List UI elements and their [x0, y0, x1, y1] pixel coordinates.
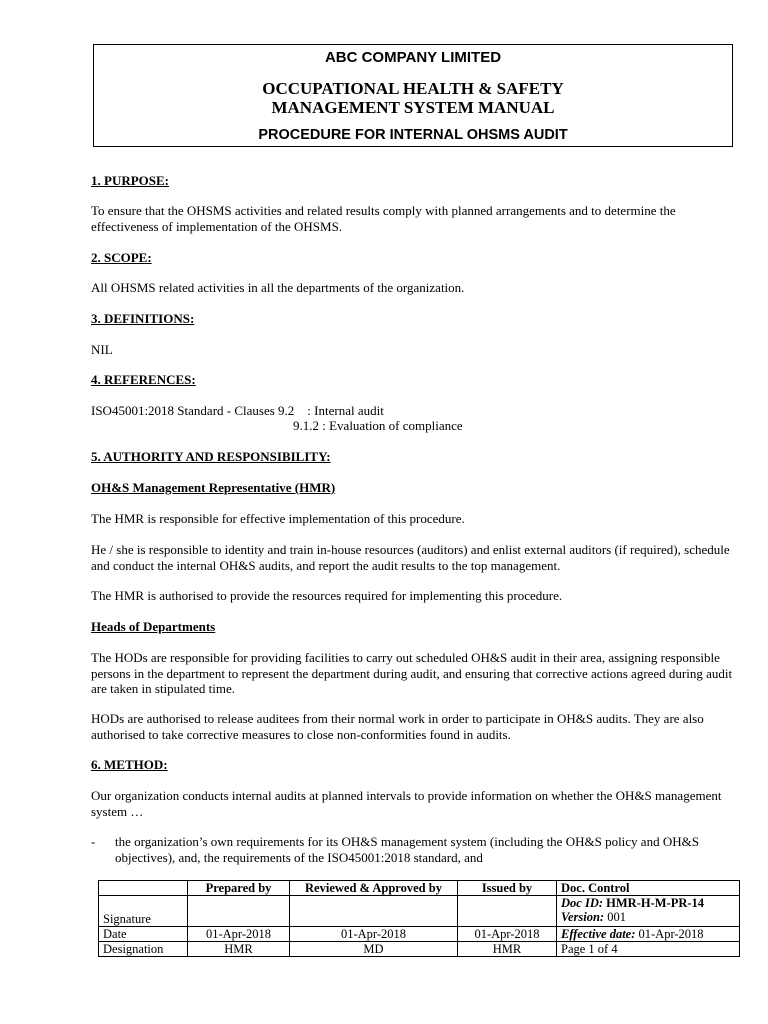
document-control-table — [98, 880, 740, 957]
doc-id-value: HMR-H-M-PR-14 — [606, 896, 705, 910]
doc-id-line — [561, 896, 735, 910]
references-line-1: ISO45001:2018 Standard - Clauses 9.2 : Internal audit — [91, 403, 384, 418]
signature-issued — [458, 896, 557, 927]
header-doc-control: Doc. Control — [557, 881, 740, 896]
hod-subheading: Heads of Departments — [91, 619, 216, 634]
hod-paragraph-1: The HODs are responsible for providing facilities to carry out scheduled OH&S audit in their area, assigning responsible persons in the department to represent the department during audit, and ensuring that corrective actions agreed during audit are taken in stipulated time. — [91, 650, 733, 696]
hmr-paragraph-3: The HMR is authorised to provide the resources required for implementing this procedure. — [91, 588, 563, 603]
hmr-paragraph-2: He / she is responsible to identity and train in-house resources (auditors) and enlist external auditors (if required), schedule and conduct the internal OH&S audits, and report the audit results to the top management. — [91, 542, 730, 573]
bullet-dash: - — [91, 834, 96, 849]
date-issued: 01-Apr-2018 — [458, 927, 557, 942]
table-row-designation — [99, 942, 740, 957]
row-label-signature: Signature — [99, 896, 188, 927]
table-cell-empty — [99, 881, 188, 896]
company-name: ABC COMPANY LIMITED — [324, 49, 502, 66]
method-heading: 6. METHOD: — [91, 757, 168, 772]
hmr-paragraph-1: The HMR is responsible for effective implementation of this procedure. — [91, 511, 465, 526]
hmr-subheading: OH&S Management Representative (HMR) — [91, 480, 336, 495]
effective-date-value: 01-Apr-2018 — [638, 927, 704, 941]
method-bullet-1: the organization’s own requirements for its OH&S management system (including the OH&S policy and OH&S objectives), and, the requirements of the ISO45001:2018 standard, and — [115, 834, 699, 865]
references-heading: 4. REFERENCES: — [91, 372, 196, 387]
header-reviewed-approved-by: Reviewed & Approved by — [290, 881, 458, 896]
version-label: Version: — [561, 910, 605, 924]
row-label-designation: Designation — [99, 942, 188, 957]
procedure-title: PROCEDURE FOR INTERNAL OHSMS AUDIT — [258, 127, 568, 143]
purpose-text: To ensure that the OHSMS activities and related results comply with planned arrangements and to determine the effectiveness of implementation of the OHSMS. — [91, 203, 676, 234]
header-issued-by: Issued by — [458, 881, 557, 896]
table-row — [99, 881, 740, 896]
table-row-signature — [99, 896, 740, 927]
manual-title-line-1: OCCUPATIONAL HEALTH & SAFETY — [262, 79, 564, 98]
effective-date-cell — [557, 927, 740, 942]
manual-title-line-2: MANAGEMENT SYSTEM MANUAL — [271, 98, 555, 117]
scope-text: All OHSMS related activities in all the departments of the organization. — [91, 280, 465, 295]
doc-id-version-cell — [557, 896, 740, 927]
date-reviewed: 01-Apr-2018 — [290, 927, 458, 942]
purpose-heading: 1. PURPOSE: — [91, 173, 169, 188]
manual-title — [94, 79, 732, 117]
references-line-2: 9.1.2 : Evaluation of compliance — [293, 418, 463, 433]
version-line — [561, 910, 735, 924]
method-paragraph-1: Our organization conducts internal audits at planned intervals to provide information on whether the OH&S management system … — [91, 788, 722, 819]
header-prepared-by: Prepared by — [188, 881, 290, 896]
effective-date-label: Effective date: — [561, 927, 636, 941]
doc-id-label: Doc ID: — [561, 896, 604, 910]
row-label-date: Date — [99, 927, 188, 942]
designation-issued: HMR — [458, 942, 557, 957]
definitions-text: NIL — [91, 342, 113, 357]
date-prepared: 01-Apr-2018 — [188, 927, 290, 942]
signature-prepared — [188, 896, 290, 927]
table-row-date — [99, 927, 740, 942]
definitions-heading: 3. DEFINITIONS: — [91, 311, 195, 326]
designation-prepared: HMR — [188, 942, 290, 957]
hod-paragraph-2: HODs are authorised to release auditees from their normal work in order to participate in OH&S audits. They are also authorised to take corrective measures to close non-conformities found in audits. — [91, 711, 704, 742]
designation-reviewed: MD — [290, 942, 458, 957]
signature-reviewed — [290, 896, 458, 927]
page-number: Page 1 of 4 — [557, 942, 740, 957]
authority-heading: 5. AUTHORITY AND RESPONSIBILITY: — [91, 449, 331, 464]
document-header — [93, 44, 733, 147]
version-value: 001 — [607, 910, 626, 924]
scope-heading: 2. SCOPE: — [91, 250, 152, 265]
